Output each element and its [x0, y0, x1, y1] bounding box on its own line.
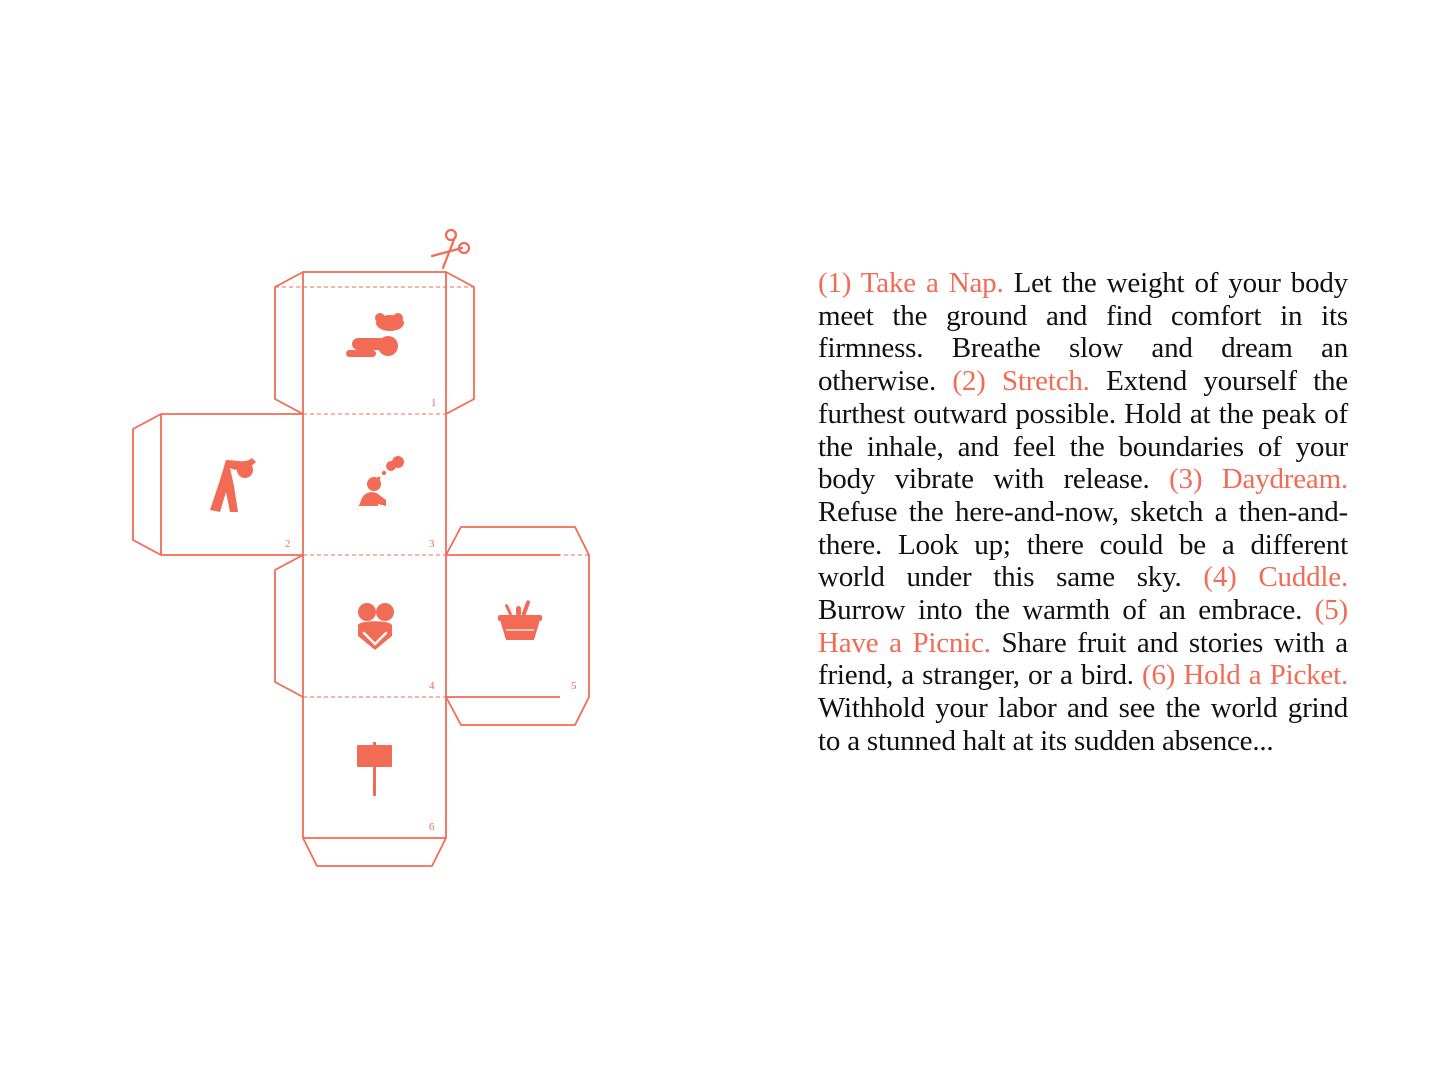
stretch-icon [210, 458, 256, 512]
scissors-icon [432, 230, 469, 268]
instruction-heading-2: (2) Stretch. [952, 365, 1090, 398]
instruction-body-5: Share fruit and stories with a friend, a stranger, or a bird. [818, 626, 1348, 692]
instruction-body-3: Refuse the here-and-now, sketch a then-and-there. Look up; there could be a different world under this same sky. [818, 495, 1348, 594]
face-number-3: 3 [429, 538, 435, 550]
face-number-5: 5 [571, 680, 577, 692]
cuddle-icon [358, 603, 394, 650]
instruction-heading-4: (4) Cuddle. [1203, 561, 1348, 594]
instruction-heading-6: (6) Hold a Picket. [1142, 659, 1348, 692]
instruction-body-1: Let the weight of your body meet the ground and find comfort in its firmness. Breathe slow and dream an otherwise. [818, 267, 1348, 398]
face-number-4: 4 [429, 680, 435, 692]
instructions-paragraph [818, 267, 1348, 758]
picnic-basket-icon [498, 600, 542, 640]
instruction-heading-5: (5) Have a Picnic. [818, 594, 1348, 659]
face-number-1: 1 [431, 397, 437, 409]
instruction-body-4: Burrow into the warmth of an embrace. [818, 594, 1303, 627]
nap-icon [346, 313, 404, 357]
daydream-icon [358, 456, 404, 506]
face-2-outline [133, 414, 303, 555]
face-number-6: 6 [429, 821, 435, 833]
instruction-heading-1: (1) Take a Nap. [818, 267, 1004, 299]
instruction-body-2: Extend yourself the furthest outward possible. Hold at the peak of the inhale, and feel the boundaries of your body vibrate with release. [818, 365, 1348, 496]
face-number-2: 2 [285, 538, 291, 550]
instruction-body-6: Withhold your labor and see the world grind to a stunned halt at its sudden absence... [818, 692, 1348, 757]
picket-sign-icon [357, 742, 392, 796]
instruction-heading-3: (3) Daydream. [1169, 463, 1348, 496]
